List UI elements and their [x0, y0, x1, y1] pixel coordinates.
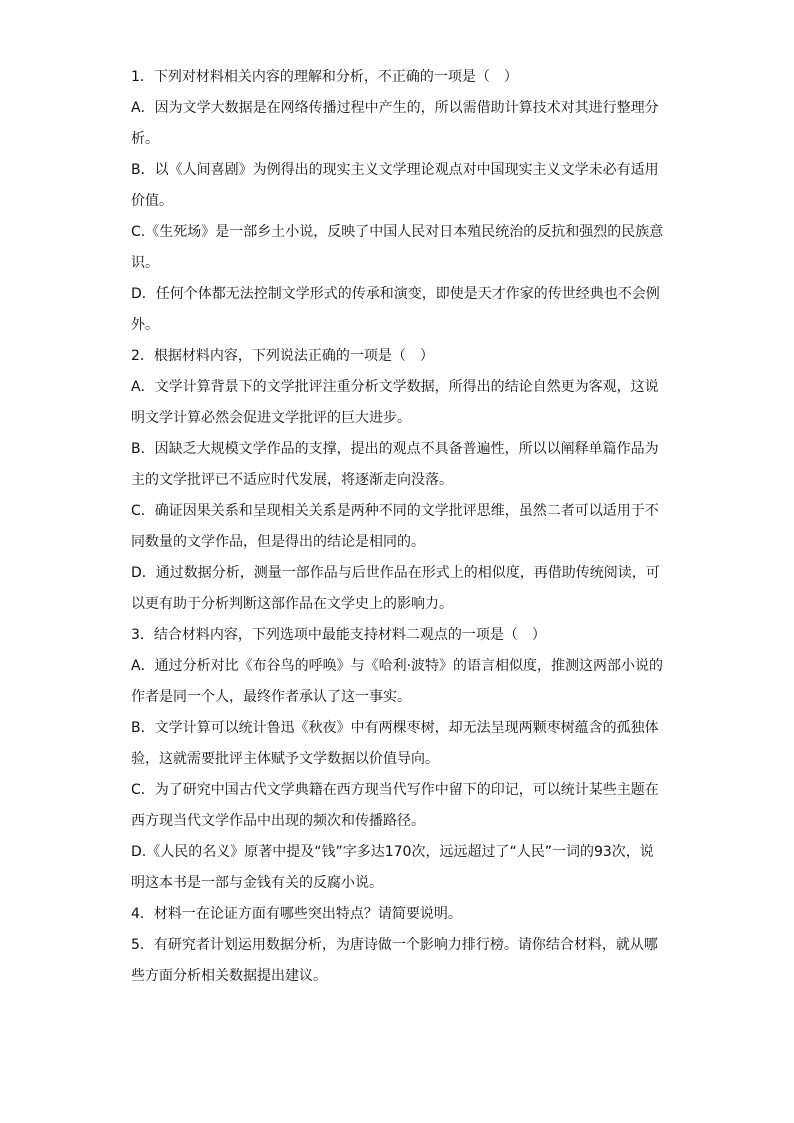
question-2-option-d-line-1: D．通过数据分析，测量一部作品与后世作品在形式上的相似度，再借助传统阅读，可 [131, 565, 660, 581]
question-1-option-b-line-1: B．以《人间喜剧》为例得出的现实主义文学理论观点对中国现实主义文学未必有适用 [131, 162, 659, 178]
question-2-option-d-line-2: 以更有助于分析判断这部作品在文学史上的影响力。 [131, 596, 453, 612]
question-3-option-d-line-1: D.《人民的名义》原著中提及“钱”字多达170次，远远超过了“人民”一词的93次，说 [131, 844, 654, 860]
question-1-option-a-line-2: 析。 [131, 131, 159, 147]
question-1-option-d-line-2: 外。 [131, 317, 159, 333]
question-2-stem: 2．根据材料内容，下列说法正确的一项是（ ） [131, 348, 434, 364]
question-3-stem: 3．结合材料内容，下列选项中最能支持材料二观点的一项是（ ） [131, 627, 546, 643]
question-3-option-c-line-2: 西方现当代文学作品中出现的频次和传播路径。 [131, 813, 425, 829]
question-1-option-c-line-1: C.《生死场》是一部乡土小说，反映了中国人民对日本殖民统治的反抗和强烈的民族意 [131, 224, 664, 240]
question-2-option-c-line-1: C．确证因果关系和呈现相关关系是两种不同的文学批评思维，虽然二者可以适用于不 [131, 503, 659, 519]
question-3-option-b-line-2: 验，这就需要批评主体赋予文学数据以价值导向。 [131, 751, 439, 767]
question-1-option-d-line-1: D．任何个体都无法控制文学形式的传承和演变，即使是天才作家的传世经典也不会例 [131, 286, 660, 302]
question-2-option-b-line-2: 主的文学批评已不适应时代发展，将逐渐走向没落。 [131, 472, 453, 488]
question-2-option-a-line-1: A．文学计算背景下的文学批评注重分析文学数据，所得出的结论自然更为客观，这说 [131, 379, 659, 395]
question-1-stem: 1．下列对材料相关内容的理解和分析，不正确的一项是（ ） [131, 69, 518, 85]
question-list [131, 62, 671, 992]
question-3-option-c-line-1: C．为了研究中国古代文学典籍在西方现当代写作中留下的印记，可以统计某些主题在 [131, 782, 659, 798]
question-5-stem-continuation: 些方面分析相关数据提出建议。 [131, 968, 327, 984]
question-1-option-a-line-1: A．因为文学大数据是在网络传播过程中产生的，所以需借助计算技术对其进行整理分 [131, 100, 659, 116]
question-2-option-b-line-1: B．因缺乏大规模文学作品的支撑，提出的观点不具备普遍性，所以以阐释单篇作品为 [131, 441, 659, 457]
question-4-stem: 4．材料一在论证方面有哪些突出特点？请简要说明。 [131, 906, 462, 922]
question-5-stem: 5．有研究者计划运用数据分析，为唐诗做一个影响力排行榜。请你结合材料，就从哪 [131, 937, 658, 953]
question-3-option-a-line-1: A．通过分析对比《布谷鸟的呼唤》与《哈利·波特》的语言相似度，推测这两部小说的 [131, 658, 664, 674]
question-1-option-c-line-2: 识。 [131, 255, 159, 271]
question-3-option-b-line-1: B．文学计算可以统计鲁迅《秋夜》中有两棵枣树，却无法呈现两颗枣树蕴含的孤独体 [131, 720, 659, 736]
question-3-option-d-line-2: 明这本书是一部与金钱有关的反腐小说。 [131, 875, 383, 891]
question-2-option-c-line-2: 同数量的文学作品，但是得出的结论是相同的。 [131, 534, 425, 550]
question-2-option-a-line-2: 明文学计算必然会促进文学批评的巨大进步。 [131, 410, 411, 426]
question-1-option-b-line-2: 价值。 [131, 193, 173, 209]
question-3-option-a-line-2: 作者是同一个人，最终作者承认了这一事实。 [131, 689, 411, 705]
